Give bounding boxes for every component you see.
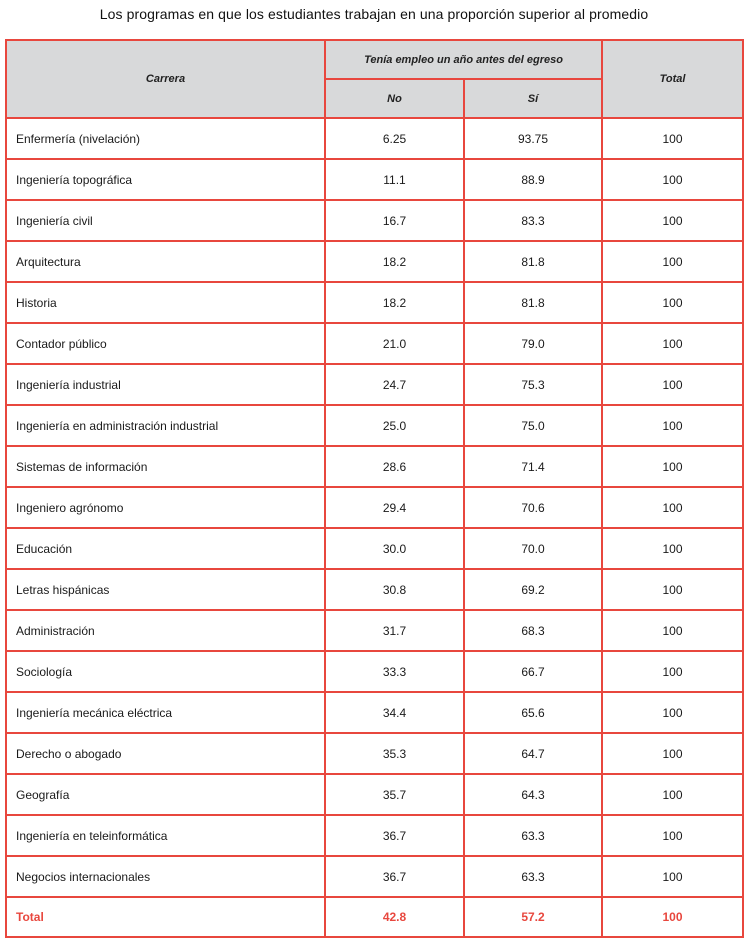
cell-si: 68.3 <box>464 610 602 651</box>
total-si: 57.2 <box>464 897 602 937</box>
cell-carrera: Ingeniero agrónomo <box>6 487 325 528</box>
total-row <box>6 897 743 937</box>
cell-carrera: Enfermería (nivelación) <box>6 118 325 159</box>
cell-no: 35.7 <box>325 774 464 815</box>
table-row <box>6 405 743 446</box>
cell-carrera: Negocios internacionales <box>6 856 325 897</box>
header-no: No <box>325 79 464 118</box>
cell-carrera: Ingeniería industrial <box>6 364 325 405</box>
total-no: 42.8 <box>325 897 464 937</box>
table-row <box>6 569 743 610</box>
cell-si: 93.75 <box>464 118 602 159</box>
cell-si: 81.8 <box>464 241 602 282</box>
cell-no: 11.1 <box>325 159 464 200</box>
cell-no: 21.0 <box>325 323 464 364</box>
cell-si: 71.4 <box>464 446 602 487</box>
cell-si: 70.0 <box>464 528 602 569</box>
table-header <box>6 40 743 118</box>
table-row <box>6 159 743 200</box>
table-row <box>6 118 743 159</box>
table-body <box>6 118 743 937</box>
cell-no: 33.3 <box>325 651 464 692</box>
cell-no: 36.7 <box>325 856 464 897</box>
cell-carrera: Geografía <box>6 774 325 815</box>
cell-carrera: Ingeniería en teleinformática <box>6 815 325 856</box>
header-carrera: Carrera <box>6 40 325 118</box>
table-row <box>6 241 743 282</box>
table-row <box>6 446 743 487</box>
cell-si: 79.0 <box>464 323 602 364</box>
cell-carrera: Ingeniería civil <box>6 200 325 241</box>
cell-si: 88.9 <box>464 159 602 200</box>
cell-si: 66.7 <box>464 651 602 692</box>
cell-total: 100 <box>602 200 743 241</box>
table-row <box>6 364 743 405</box>
cell-carrera: Ingeniería en administración industrial <box>6 405 325 446</box>
cell-total: 100 <box>602 733 743 774</box>
cell-total: 100 <box>602 282 743 323</box>
cell-si: 64.7 <box>464 733 602 774</box>
header-total: Total <box>602 40 743 118</box>
cell-total: 100 <box>602 241 743 282</box>
cell-total: 100 <box>602 610 743 651</box>
cell-si: 63.3 <box>464 856 602 897</box>
table-row <box>6 692 743 733</box>
cell-total: 100 <box>602 774 743 815</box>
cell-total: 100 <box>602 487 743 528</box>
cell-no: 18.2 <box>325 241 464 282</box>
table-row <box>6 774 743 815</box>
cell-carrera: Historia <box>6 282 325 323</box>
cell-total: 100 <box>602 405 743 446</box>
header-employment-group: Tenía empleo un año antes del egreso <box>325 40 602 79</box>
table-row <box>6 610 743 651</box>
cell-no: 24.7 <box>325 364 464 405</box>
cell-total: 100 <box>602 569 743 610</box>
total-label: Total <box>6 897 325 937</box>
cell-total: 100 <box>602 159 743 200</box>
cell-carrera: Sociología <box>6 651 325 692</box>
cell-no: 28.6 <box>325 446 464 487</box>
cell-si: 83.3 <box>464 200 602 241</box>
cell-carrera: Letras hispánicas <box>6 569 325 610</box>
table-row <box>6 815 743 856</box>
table-row <box>6 856 743 897</box>
cell-total: 100 <box>602 446 743 487</box>
cell-carrera: Contador público <box>6 323 325 364</box>
cell-total: 100 <box>602 815 743 856</box>
cell-no: 36.7 <box>325 815 464 856</box>
cell-si: 69.2 <box>464 569 602 610</box>
table-row <box>6 282 743 323</box>
table-row <box>6 487 743 528</box>
cell-no: 18.2 <box>325 282 464 323</box>
cell-no: 30.8 <box>325 569 464 610</box>
cell-carrera: Ingeniería topográfica <box>6 159 325 200</box>
cell-no: 6.25 <box>325 118 464 159</box>
table-row <box>6 651 743 692</box>
cell-no: 35.3 <box>325 733 464 774</box>
cell-total: 100 <box>602 118 743 159</box>
total-total: 100 <box>602 897 743 937</box>
employment-table <box>5 39 744 938</box>
cell-no: 16.7 <box>325 200 464 241</box>
header-si: Sí <box>464 79 602 118</box>
cell-carrera: Derecho o abogado <box>6 733 325 774</box>
cell-total: 100 <box>602 528 743 569</box>
cell-no: 25.0 <box>325 405 464 446</box>
cell-carrera: Arquitectura <box>6 241 325 282</box>
cell-total: 100 <box>602 651 743 692</box>
cell-total: 100 <box>602 692 743 733</box>
cell-total: 100 <box>602 856 743 897</box>
table-row <box>6 200 743 241</box>
table-row <box>6 528 743 569</box>
cell-no: 34.4 <box>325 692 464 733</box>
cell-carrera: Ingeniería mecánica eléctrica <box>6 692 325 733</box>
cell-carrera: Educación <box>6 528 325 569</box>
cell-total: 100 <box>602 364 743 405</box>
cell-total: 100 <box>602 323 743 364</box>
table-row <box>6 323 743 364</box>
page-title: Los programas en que los estudiantes trabajan en una proporción superior al promedio <box>99 6 649 22</box>
cell-no: 31.7 <box>325 610 464 651</box>
cell-no: 30.0 <box>325 528 464 569</box>
cell-si: 65.6 <box>464 692 602 733</box>
cell-si: 63.3 <box>464 815 602 856</box>
cell-carrera: Administración <box>6 610 325 651</box>
cell-si: 75.0 <box>464 405 602 446</box>
table-row <box>6 733 743 774</box>
cell-si: 75.3 <box>464 364 602 405</box>
cell-no: 29.4 <box>325 487 464 528</box>
cell-carrera: Sistemas de información <box>6 446 325 487</box>
cell-si: 81.8 <box>464 282 602 323</box>
cell-si: 64.3 <box>464 774 602 815</box>
cell-si: 70.6 <box>464 487 602 528</box>
